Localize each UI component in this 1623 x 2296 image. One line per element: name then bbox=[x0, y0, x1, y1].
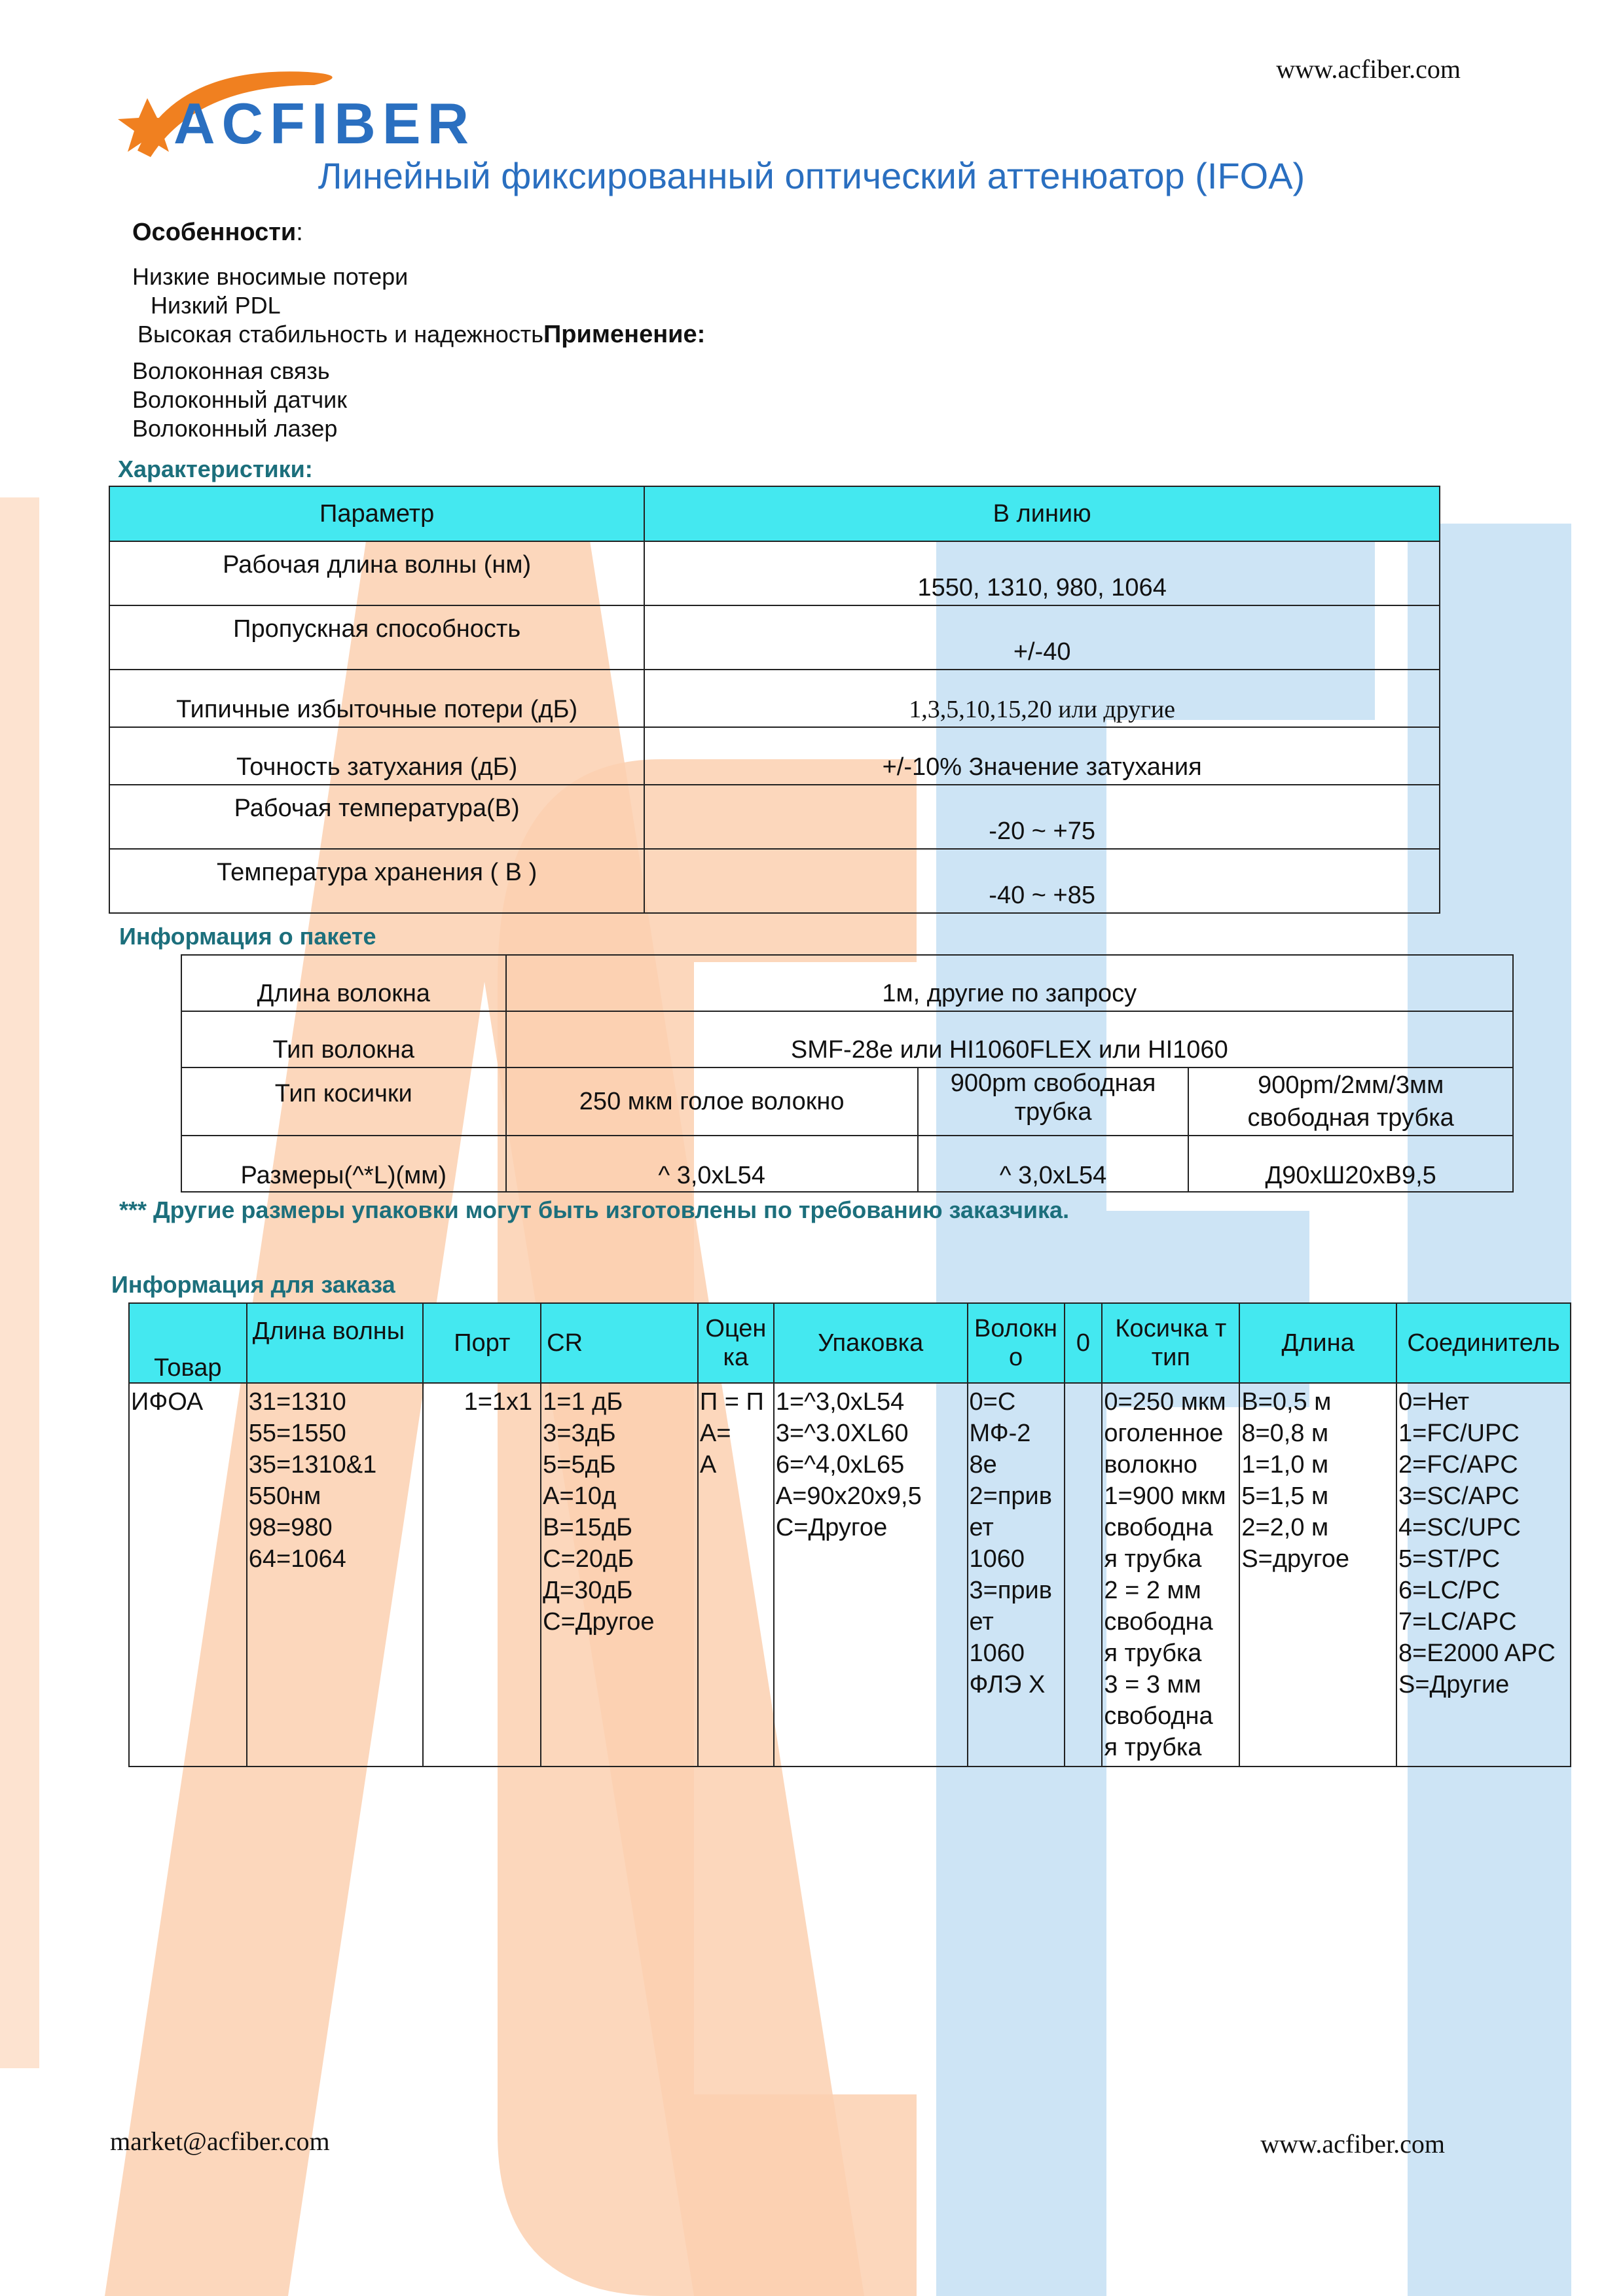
table-row bbox=[109, 727, 1440, 785]
feature-item: Высокая стабильность и надежность bbox=[137, 321, 543, 348]
specs-table bbox=[109, 486, 1440, 914]
page-title: Линейный фиксированный оптический аттенюатор (IFOA) bbox=[318, 155, 1305, 196]
spec-param: Рабочая длина волны (нм) bbox=[109, 541, 644, 605]
package-note: *** Другие размеры упаковки могут быть изготовлены по требованию заказчика. bbox=[119, 1196, 1070, 1223]
order-col-fiber: Волокн о bbox=[968, 1303, 1065, 1383]
company-logo bbox=[118, 52, 476, 164]
footer-site-url[interactable]: www.acfiber.com bbox=[1260, 2129, 1445, 2159]
pigtail-label: Тип косички bbox=[181, 1067, 506, 1136]
dims-label: Размеры(^*L)(мм) bbox=[181, 1136, 506, 1192]
order-connector-list: 0=Нет 1=FC/UPC 2=FC/APC 3=SC/APC 4=SC/UPC 5=ST/PC 6=LC/PC 7=LC/APC 8=E2000 APC S=Другие bbox=[1396, 1383, 1571, 1767]
dims-value: ^ 3,0xL54 bbox=[918, 1136, 1189, 1192]
order-zero-empty bbox=[1065, 1383, 1103, 1767]
logo-text: ACFIBER bbox=[173, 91, 476, 156]
order-col-zero: 0 bbox=[1065, 1303, 1103, 1383]
table-row bbox=[109, 670, 1440, 727]
feature-item: Низкие вносимые потери bbox=[132, 263, 409, 290]
order-col-package: Упаковка bbox=[774, 1303, 968, 1383]
order-wavelength-list: 31=1310 55=1550 35=1310&1 550нм 98=980 64=1064 bbox=[247, 1383, 424, 1767]
feature-item: Низкий PDL bbox=[151, 292, 281, 319]
dims-value: Д90хШ20хВ9,5 bbox=[1188, 1136, 1513, 1192]
order-col-cr: CR bbox=[541, 1303, 698, 1383]
features-heading: Особенности: bbox=[132, 219, 303, 246]
order-col-grade: Оцен ка bbox=[698, 1303, 774, 1383]
table-row bbox=[181, 955, 1513, 1011]
order-port: 1=1x1 bbox=[423, 1383, 541, 1767]
table-row bbox=[181, 1136, 1513, 1192]
spec-value: +/-40 bbox=[644, 605, 1440, 670]
spec-value: +/-10% Значение затухания bbox=[644, 727, 1440, 785]
order-grade-list: П = П А= А bbox=[698, 1383, 774, 1767]
order-product: ИФОА bbox=[129, 1383, 247, 1767]
spec-param: Рабочая температура(В) bbox=[109, 785, 644, 849]
application-item: Волоконный датчик bbox=[132, 386, 347, 413]
specs-heading: Характеристики: bbox=[118, 456, 313, 482]
application-item: Волоконная связь bbox=[132, 357, 330, 384]
application-heading: Применение: bbox=[543, 321, 706, 348]
footer-email[interactable]: market@acfiber.com bbox=[110, 2126, 330, 2156]
spec-param: Точность затухания (дБ) bbox=[109, 727, 644, 785]
order-col-wavelength: Длина волны bbox=[247, 1303, 424, 1383]
spec-value: -20 ~ +75 bbox=[644, 785, 1440, 849]
pigtail-option: 900pm свободная трубка bbox=[918, 1067, 1189, 1136]
spec-value: 1550, 1310, 980, 1064 bbox=[644, 541, 1440, 605]
table-row bbox=[109, 605, 1440, 670]
order-col-length: Длина bbox=[1239, 1303, 1396, 1383]
fiber-length-value: 1м, другие по запросу bbox=[506, 955, 1513, 1011]
package-heading: Информация о пакете bbox=[119, 923, 376, 950]
order-cr-list: 1=1 дБ 3=3дБ 5=5дБ А=10д В=15дБ С=20дБ Д=30дБ С=Другое bbox=[541, 1383, 698, 1767]
table-row bbox=[109, 785, 1440, 849]
order-table bbox=[128, 1302, 1571, 1767]
spec-value: -40 ~ +85 bbox=[644, 849, 1440, 913]
order-length-list: В=0,5 м 8=0,8 м 1=1,0 м 5=1,5 м 2=2,0 м S=другое bbox=[1239, 1383, 1396, 1767]
table-row bbox=[181, 1011, 1513, 1067]
watermark-strip bbox=[0, 497, 39, 2068]
order-col-port: Порт bbox=[423, 1303, 541, 1383]
dims-value: ^ 3,0xL54 bbox=[506, 1136, 918, 1192]
order-body-row bbox=[129, 1383, 1571, 1767]
specs-col-value: В линию bbox=[644, 486, 1440, 541]
header-site-url[interactable]: www.acfiber.com bbox=[1276, 54, 1461, 84]
spec-value: 1,3,5,10,15,20 или другие bbox=[644, 670, 1440, 727]
table-row bbox=[109, 541, 1440, 605]
order-col-connector: Соединитель bbox=[1396, 1303, 1571, 1383]
fiber-type-label: Тип волокна bbox=[181, 1011, 506, 1067]
application-item: Волоконный лазер bbox=[132, 415, 338, 442]
pigtail-option: 900pm/2мм/3мм свободная трубка bbox=[1188, 1067, 1513, 1136]
order-header-row bbox=[129, 1303, 1571, 1383]
specs-col-param: Параметр bbox=[109, 486, 644, 541]
spec-param: Пропускная способность bbox=[109, 605, 644, 670]
fiber-length-label: Длина волокна bbox=[181, 955, 506, 1011]
pigtail-option: 250 мкм голое волокно bbox=[506, 1067, 918, 1136]
package-table bbox=[181, 954, 1514, 1193]
table-row bbox=[109, 849, 1440, 913]
spec-param: Температура хранения ( В ) bbox=[109, 849, 644, 913]
order-package-list: 1=^3,0xL54 3=^3.0XL60 6=^4,0xL65 А=90x20x9,5 С=Другое bbox=[774, 1383, 968, 1767]
fiber-type-value: SMF-28e или HI1060FLEX или HI1060 bbox=[506, 1011, 1513, 1067]
order-col-product: Товар bbox=[129, 1303, 247, 1383]
spec-param: Типичные избыточные потери (дБ) bbox=[109, 670, 644, 727]
order-pigtail-list: 0=250 мкм оголенное волокно 1=900 мкм свободна я трубка 2 = 2 мм свободна я трубка 3 = 3 мм свободна я трубка bbox=[1102, 1383, 1239, 1767]
feature-item-with-application bbox=[137, 321, 705, 349]
order-col-pigtail: Косичка т тип bbox=[1102, 1303, 1239, 1383]
table-row bbox=[181, 1067, 1513, 1136]
order-fiber-list: 0=С МФ-2 8е 2=прив ет 1060 3=прив ет 1060 ФЛЭ Х bbox=[968, 1383, 1065, 1767]
order-heading: Информация для заказа bbox=[111, 1271, 395, 1298]
